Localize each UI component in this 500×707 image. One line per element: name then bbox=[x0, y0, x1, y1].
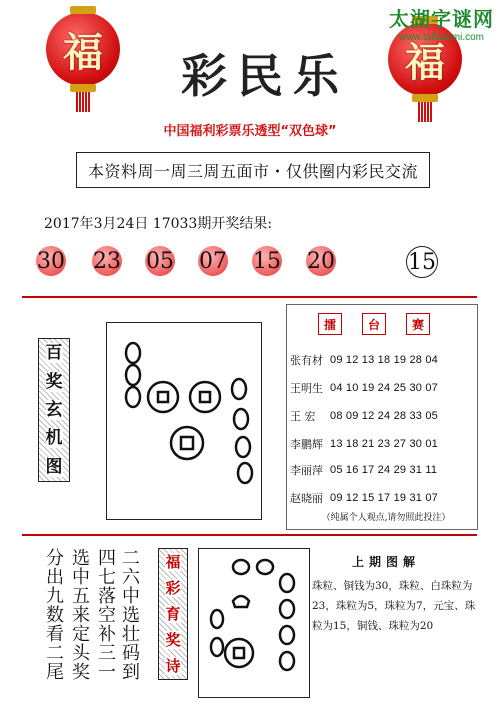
coin-bead-drawing-icon bbox=[199, 549, 309, 697]
brand-url[interactable]: www.taihuzimi.com bbox=[398, 32, 485, 43]
box-char: 玄 bbox=[45, 399, 63, 420]
ring-row bbox=[290, 408, 458, 424]
left-lantern bbox=[46, 12, 120, 86]
puzzle-image-2 bbox=[198, 548, 310, 698]
ring-row bbox=[290, 380, 458, 396]
last-period-heading: 上期图解 bbox=[352, 555, 421, 569]
red-ball: 05 bbox=[145, 246, 175, 276]
red-ball: 23 bbox=[92, 246, 122, 276]
box-char: 诗 bbox=[165, 657, 181, 675]
hundred-prize-box bbox=[38, 338, 70, 482]
contestant-name: 王 宏 bbox=[290, 410, 316, 423]
red-ball: 20 bbox=[306, 246, 336, 276]
ring-head-char: 擂 bbox=[318, 313, 342, 335]
ring-head-char: 台 bbox=[362, 313, 386, 335]
puzzle-image bbox=[106, 322, 262, 520]
contestant-numbers: 13 18 21 23 27 30 01 bbox=[330, 438, 438, 450]
notice-box: 本资料周一周三周五面市・仅供圈内彩民交流 bbox=[76, 152, 430, 188]
ring-head-char: 赛 bbox=[406, 313, 430, 335]
lottery-poem-box bbox=[158, 548, 188, 680]
contestant-name: 赵晓丽 bbox=[290, 492, 323, 505]
box-char: 育 bbox=[165, 605, 181, 623]
poem-line: 二六中选壮码到 bbox=[119, 548, 140, 681]
contestant-name: 李丽萍 bbox=[290, 464, 323, 477]
box-char: 百 bbox=[45, 343, 63, 364]
box-char: 彩 bbox=[165, 579, 181, 597]
poem-line: 四七落空补三一 bbox=[95, 548, 116, 681]
contestant-name: 王明生 bbox=[290, 382, 323, 395]
contestant-name: 张有材 bbox=[290, 354, 323, 367]
ring-row bbox=[290, 352, 458, 368]
ring-header bbox=[318, 313, 430, 335]
subtitle: 中国福利彩票乐透型“双色球” bbox=[163, 124, 337, 139]
contestant-numbers: 09 12 13 18 19 28 04 bbox=[330, 354, 438, 366]
box-char: 奖 bbox=[165, 631, 181, 649]
page-title: 彩民乐 bbox=[181, 49, 349, 103]
poem-line: 分出九数看二尾 bbox=[43, 548, 64, 681]
box-char: 奖 bbox=[45, 371, 63, 392]
box-char: 图 bbox=[45, 456, 63, 477]
contestant-name: 李鹏辉 bbox=[290, 438, 323, 451]
site-watermark[interactable] bbox=[389, 3, 494, 43]
coin-bead-drawing-icon bbox=[107, 323, 261, 519]
blue-ball: 15 bbox=[406, 246, 438, 278]
contestant-numbers: 08 09 12 24 28 33 05 bbox=[330, 410, 438, 422]
draw-date: 2017年3月24日 17033期开奖结果: bbox=[44, 216, 273, 232]
disclaimer: （纯属个人观点,请勿照此投注） bbox=[321, 513, 451, 523]
red-ball: 15 bbox=[252, 246, 282, 276]
box-char: 福 bbox=[165, 553, 181, 571]
ring-row bbox=[290, 462, 458, 478]
contestant-numbers: 05 16 17 24 29 31 11 bbox=[330, 464, 438, 476]
divider bbox=[22, 534, 477, 536]
lantern-fu-glyph: 福 bbox=[405, 39, 445, 86]
ring-row bbox=[290, 436, 458, 452]
red-ball: 30 bbox=[36, 246, 66, 276]
contestant-numbers: 04 10 19 24 25 30 07 bbox=[330, 382, 438, 394]
ring-row bbox=[290, 490, 458, 506]
lantern-fu-glyph: 福 bbox=[63, 29, 103, 76]
brand-name: 太湖字谜网 bbox=[389, 7, 494, 31]
box-char: 机 bbox=[45, 428, 63, 449]
red-ball: 07 bbox=[198, 246, 228, 276]
contestant-numbers: 09 12 15 17 19 31 07 bbox=[330, 492, 438, 504]
divider bbox=[22, 296, 477, 298]
poem-line: 选中五来定头奖 bbox=[69, 548, 90, 681]
last-period-explanation: 珠粒、铜钱为30，珠粒、白珠粒为23，珠粒为5，珠粒为7，元宝、珠粒为15，铜钱、珠粒为20 bbox=[312, 580, 476, 632]
